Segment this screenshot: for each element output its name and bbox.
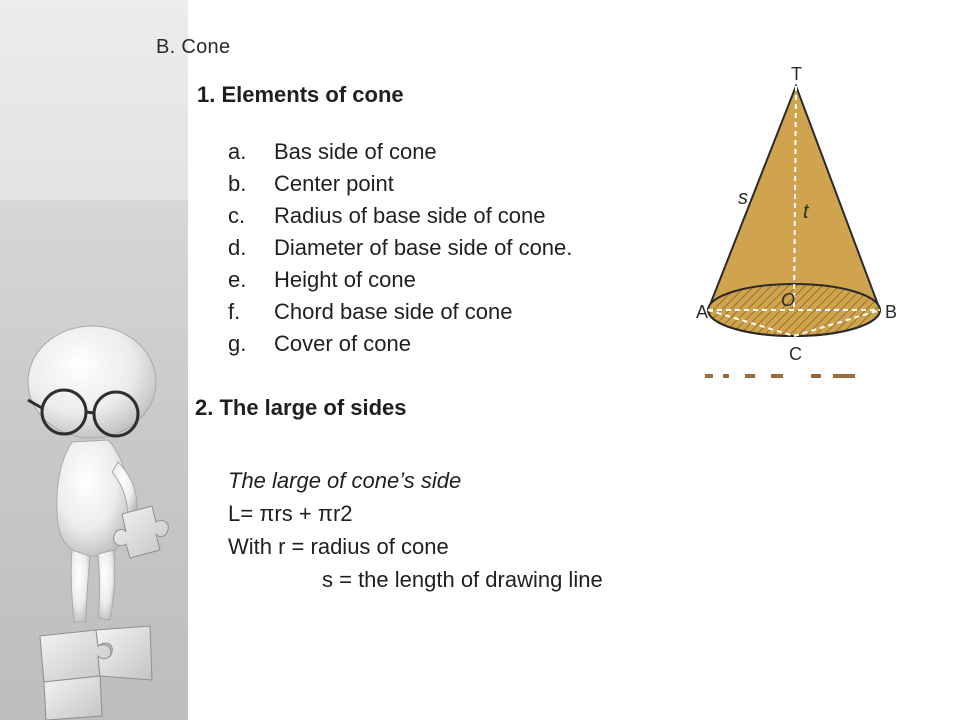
slant-definition: s = the length of drawing line	[322, 567, 603, 592]
formula-block	[228, 464, 603, 596]
left-panel-highlight	[0, 0, 188, 200]
elements-list	[228, 136, 572, 360]
list-marker: e.	[228, 267, 247, 292]
list-item-text: Center point	[274, 171, 394, 196]
list-item-text: Cover of cone	[274, 331, 411, 356]
list-item	[228, 296, 572, 328]
elements-heading: 1. Elements of cone	[197, 82, 404, 107]
label-a: A	[696, 302, 709, 322]
cropped-caption-fragment	[705, 374, 855, 378]
list-marker: b.	[228, 171, 247, 196]
label-height: t	[803, 201, 809, 223]
label-c: C	[789, 344, 802, 364]
list-item-text: Bas side of cone	[274, 139, 437, 164]
label-slant: s	[738, 187, 748, 209]
figure-right-leg	[98, 550, 115, 620]
list-item	[228, 200, 572, 232]
list-marker: f.	[228, 299, 241, 324]
list-item	[228, 328, 572, 360]
label-center: O	[781, 290, 796, 310]
formula-text: L= πrs + πr2	[228, 501, 353, 526]
left-decorative-panel	[0, 0, 188, 720]
slide-title: B. Cone	[156, 36, 231, 58]
list-item	[228, 168, 572, 200]
list-marker: a.	[228, 139, 247, 164]
formula-title: The large of cone’s side	[228, 468, 462, 493]
radius-definition: With r = radius of cone	[228, 534, 449, 559]
thinking-figure-illustration	[0, 300, 188, 720]
list-item	[228, 232, 572, 264]
list-item	[228, 264, 572, 296]
cone-diagram	[693, 58, 915, 378]
figure-left-leg	[71, 550, 90, 622]
floor-puzzle-piece-bottom	[44, 676, 102, 720]
label-apex: T	[791, 64, 802, 84]
list-item-text: Radius of base side of cone	[274, 203, 546, 228]
list-item	[228, 136, 572, 168]
list-marker: g.	[228, 331, 247, 356]
sides-heading: 2. The large of sides	[195, 395, 407, 420]
list-item-text: Height of cone	[274, 267, 416, 292]
held-puzzle-piece	[114, 506, 169, 558]
list-marker: c.	[228, 203, 246, 228]
list-item-text: Diameter of base side of cone.	[274, 235, 573, 260]
label-b: B	[885, 302, 898, 322]
list-marker: d.	[228, 235, 247, 260]
list-item-text: Chord base side of cone	[274, 299, 513, 324]
